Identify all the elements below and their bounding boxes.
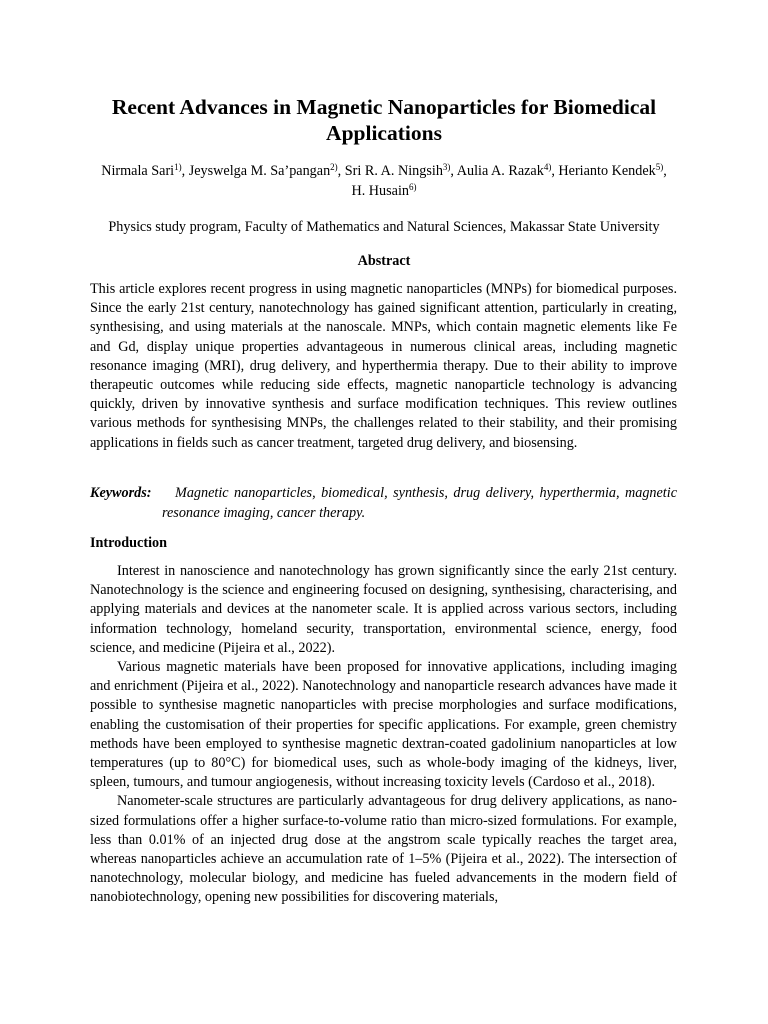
author: Aulia A. Razak$^{4)}$, — [456, 162, 559, 179]
author: Sri R. A. Ningsih$^{3)}$, — [344, 162, 457, 179]
introduction-body — [90, 562, 677, 908]
paragraph: Nanometer-scale structures are particularly advantageous for drug delivery applications, as nano-sized formulations offer a higher surface-to-volume ratio than micro-sized formulations. For example, less than 0.01% of an injected drug dose at the angstrom scale typically reaches the target area, whereas nanoparticles achieve an accumulation rate of 1–5% (Pijeira et al., 2022). The intersection of nanotechnology, molecular biology, and medicine has fueled advancements in the modern field of nanobiotechnology, opening new possibilities for discovering materials, — [90, 793, 677, 906]
paragraph: Various magnetic materials have been proposed for innovative applications, including imaging and enrichment (Pijeira et al., 2022). Nanotechnology and nanoparticle research advances have made it possible to synthesise magnetic nanoparticles with precise morphologies and surface modifications, enabling the customisation of their properties for specific applications. For example, green chemistry methods have been employed to synthesise magnetic dextran-coated gadolinium nanoparticles at low temperatures (up to 80°C) for biomedical uses, such as whole-body imaging of the kidneys, liver, spleen, tumours, and tumour angiogenesis, without increasing toxicity levels (Cardoso et al., 2018). — [90, 659, 677, 791]
abstract-heading: Abstract — [357, 253, 411, 269]
abstract-text: This article explores recent progress in using magnetic nanoparticles (MNPs) for biomedical purposes. Since the early 21st century, nanotechnology has gained significant attention, particularly in creating, synthesising, and using materials at the nanoscale. MNPs, which contain magnetic elements like Fe and Gd, display unique properties advantageous in numerous clinical areas, including magnetic resonance imaging (MRI), drug delivery, and hyperthermia therapy. Due to their ability to improve therapeutic outcomes while reducing side effects, magnetic nanoparticle technology is advancing quickly, driven by innovative synthesis and surface modification techniques. This review outlines various methods for synthesising MNPs, the challenges related to their stability, and their promising applications in fields such as cancer treatment, targeted drug delivery, and biosensing. — [90, 281, 677, 451]
keywords-text: Magnetic nanoparticles, biomedical, synthesis, drug delivery, hyperthermia, magnetic resonance imaging, cancer therapy. — [162, 485, 677, 521]
keywords — [90, 484, 677, 523]
keywords-label: Keywords: — [90, 485, 152, 501]
author: Jeyswelga M. Sa’pangan$^{2)}$, — [188, 162, 345, 179]
introduction-heading: Introduction — [90, 535, 167, 551]
author: Nirmala Sari$^{1)}$, — [101, 162, 189, 179]
paper-title: Recent Advances in Magnetic Nanoparticles for Biomedical Applications — [111, 95, 657, 145]
author: H. Husain$^{6)}$ — [351, 182, 417, 199]
affiliation: Physics study program, Faculty of Mathematics and Natural Sciences, Makassar State University — [108, 219, 660, 235]
paragraph: Interest in nanoscience and nanotechnology has grown significantly since the early 21st century. Nanotechnology is the science and engineering focused on designing, synthesising, characterising, and applying materials and devices at the nanometer scale. It is applied across various sectors, including information technology, homeland security, transportation, environmental science, energy, food science, and medicine (Pijeira et al., 2022). — [90, 563, 677, 656]
author-list — [100, 161, 668, 201]
author: Herianto Kendek$^{5)}$, — [558, 162, 667, 179]
